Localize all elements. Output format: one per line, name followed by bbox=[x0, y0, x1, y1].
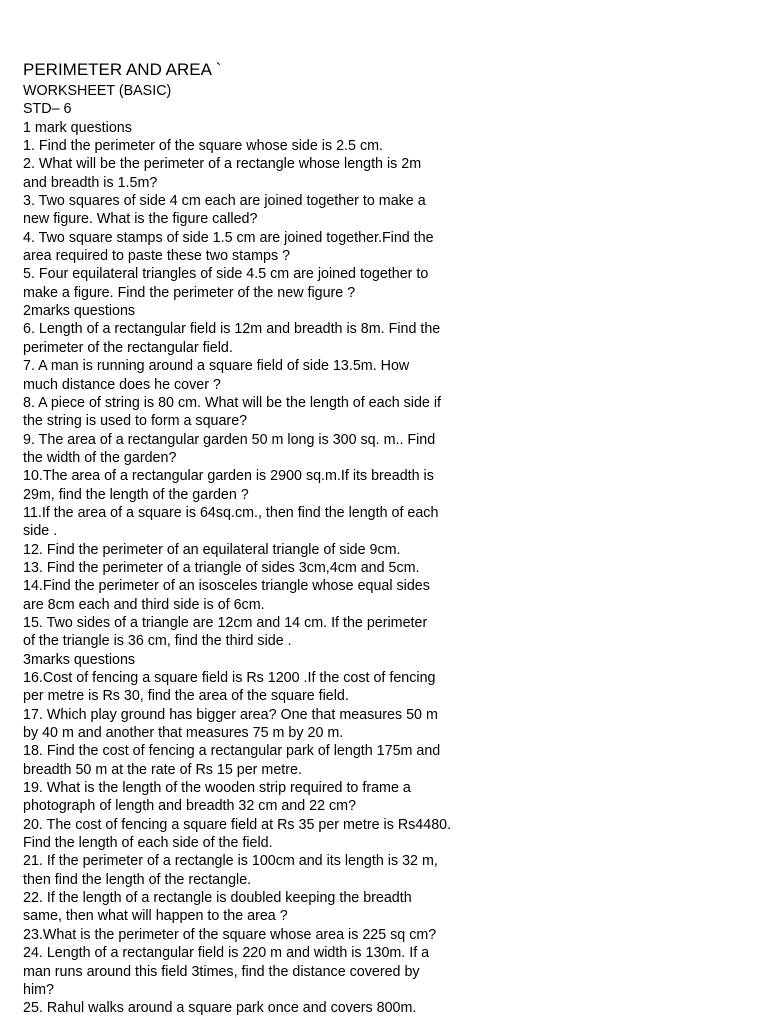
worksheet-line: same, then what will happen to the area ? bbox=[23, 908, 288, 925]
worksheet-page bbox=[23, 60, 758, 1018]
worksheet-line: 18. Find the cost of fencing a rectangular park of length 175m and bbox=[23, 743, 441, 760]
worksheet-line: 1. Find the perimeter of the square whose side is 2.5 cm. bbox=[23, 138, 383, 155]
worksheet-line: much distance does he cover ? bbox=[23, 376, 221, 393]
worksheet-line: 25. Rahul walks around a square park once and covers 800m. bbox=[23, 1000, 417, 1017]
worksheet-body bbox=[23, 82, 758, 1018]
worksheet-title: PERIMETER AND AREA ` bbox=[23, 60, 222, 79]
worksheet-line: by 40 m and another that measures 75 m by 20 m. bbox=[23, 725, 344, 742]
worksheet-line: new figure. What is the figure called? bbox=[23, 211, 258, 228]
worksheet-line: perimeter of the rectangular field. bbox=[23, 339, 233, 356]
worksheet-line: WORKSHEET (BASIC) bbox=[23, 83, 172, 99]
worksheet-line: 22. If the length of a rectangle is doubled keeping the breadth bbox=[23, 890, 412, 907]
worksheet-line: 14.Find the perimeter of an isosceles triangle whose equal sides bbox=[23, 578, 430, 595]
worksheet-line: the string is used to form a square? bbox=[23, 413, 248, 430]
worksheet-line: breadth 50 m at the rate of Rs 15 per metre. bbox=[23, 761, 302, 778]
worksheet-line: him? bbox=[23, 981, 54, 998]
worksheet-line: of the triangle is 36 cm, find the third side . bbox=[23, 633, 292, 650]
worksheet-line: make a figure. Find the perimeter of the new figure ? bbox=[23, 284, 356, 301]
worksheet-line: Find the length of each side of the field. bbox=[23, 835, 273, 852]
worksheet-line: 2marks questions bbox=[23, 303, 136, 320]
worksheet-line: and breadth is 1.5m? bbox=[23, 174, 158, 191]
worksheet-line: the width of the garden? bbox=[23, 449, 177, 466]
worksheet-line: 1 mark questions bbox=[23, 119, 132, 136]
worksheet-line: 4. Two square stamps of side 1.5 cm are joined together.Find the bbox=[23, 229, 434, 246]
worksheet-line: 5. Four equilateral triangles of side 4.5 cm are joined together to bbox=[23, 266, 429, 283]
worksheet-line: area required to paste these two stamps ? bbox=[23, 248, 291, 265]
worksheet-line: side . bbox=[23, 523, 58, 540]
worksheet-line: 16.Cost of fencing a square field is Rs 1200 .If the cost of fencing bbox=[23, 670, 436, 686]
worksheet-line: man runs around this field 3times, find the distance covered by bbox=[23, 963, 420, 980]
worksheet-line: photograph of length and breadth 32 cm and 22 cm? bbox=[23, 798, 357, 815]
worksheet-line: are 8cm each and third side is of 6cm. bbox=[23, 596, 265, 613]
worksheet-line: then find the length of the rectangle. bbox=[23, 871, 252, 888]
worksheet-line: 13. Find the perimeter of a triangle of sides 3cm,4cm and 5cm. bbox=[23, 559, 420, 576]
worksheet-line: 21. If the perimeter of a rectangle is 100cm and its length is 32 m, bbox=[23, 853, 438, 870]
worksheet-line: 19. What is the length of the wooden strip required to frame a bbox=[23, 780, 411, 797]
worksheet-line: 11.If the area of a square is 64sq.cm., then find the length of each bbox=[23, 504, 439, 521]
worksheet-line: 15. Two sides of a triangle are 12cm and 14 cm. If the perimeter bbox=[23, 614, 428, 631]
worksheet-line: STD– 6 bbox=[23, 101, 72, 118]
worksheet-line: 9. The area of a rectangular garden 50 m long is 300 sq. m.. Find bbox=[23, 431, 436, 448]
worksheet-line: 29m, find the length of the garden ? bbox=[23, 486, 249, 503]
worksheet-line: 3. Two squares of side 4 cm each are joined together to make a bbox=[23, 193, 426, 210]
worksheet-line: 3marks questions bbox=[23, 651, 136, 668]
worksheet-line: 20. The cost of fencing a square field at Rs 35 per metre is Rs4480. bbox=[23, 816, 452, 833]
worksheet-line: 6. Length of a rectangular field is 12m and breadth is 8m. Find the bbox=[23, 321, 441, 338]
worksheet-line: 8. A piece of string is 80 cm. What will be the length of each side if bbox=[23, 394, 442, 411]
worksheet-line: per metre is Rs 30, find the area of the square field. bbox=[23, 688, 349, 705]
worksheet-line: 7. A man is running around a square field of side 13.5m. How bbox=[23, 358, 410, 375]
worksheet-line: 10.The area of a rectangular garden is 2900 sq.m.If its breadth is bbox=[23, 468, 434, 485]
worksheet-line: 23.What is the perimeter of the square whose area is 225 sq cm? bbox=[23, 926, 437, 943]
worksheet-line: 24. Length of a rectangular field is 220 m and width is 130m. If a bbox=[23, 945, 430, 962]
worksheet-line: 17. Which play ground has bigger area? One that measures 50 m bbox=[23, 706, 438, 723]
worksheet-line: 2. What will be the perimeter of a rectangle whose length is 2m bbox=[23, 156, 422, 173]
worksheet-line: 12. Find the perimeter of an equilateral triangle of side 9cm. bbox=[23, 541, 401, 558]
